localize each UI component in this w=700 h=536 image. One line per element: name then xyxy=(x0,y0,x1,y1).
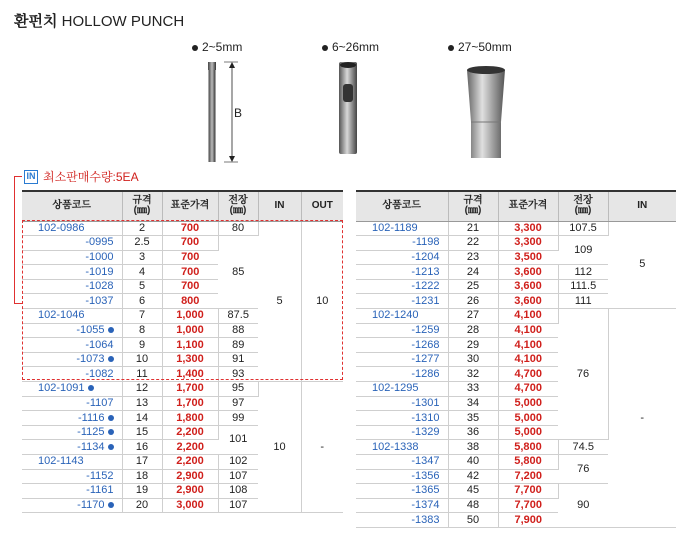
min-order-quantity-note xyxy=(24,168,139,185)
price-cell: 700 xyxy=(162,265,218,280)
size-cell: 48 xyxy=(448,498,498,513)
size-cell: 20 xyxy=(122,498,162,513)
product-code: -1125 xyxy=(22,425,122,440)
header-code: 상품코드 xyxy=(22,191,122,221)
product-code: -1082 xyxy=(22,367,122,382)
in-cell: 5 xyxy=(258,221,301,382)
size-cell: 25 xyxy=(448,279,498,294)
price-cell: 5,000 xyxy=(498,425,558,440)
price-cell: 1,400 xyxy=(162,367,218,382)
product-code: -1310 xyxy=(356,411,448,426)
size-cell: 30 xyxy=(448,352,498,367)
size-cell: 15 xyxy=(122,425,162,440)
size-cell: 28 xyxy=(448,323,498,338)
medium-punch-illustration xyxy=(337,62,359,154)
header-length: 전장 (㎜) xyxy=(558,191,608,221)
title-english: HOLLOW PUNCH xyxy=(61,13,185,30)
header-price: 표준가격 xyxy=(162,191,218,221)
size-cell: 34 xyxy=(448,396,498,411)
product-code: -0995 xyxy=(22,236,122,251)
size-cell: 42 xyxy=(448,469,498,484)
table-row xyxy=(22,382,343,397)
price-cell: 1,700 xyxy=(162,396,218,411)
product-code: -1301 xyxy=(356,396,448,411)
price-cell: 5,800 xyxy=(498,440,558,455)
product-code: -1198 xyxy=(356,236,448,251)
length-cell: 99 xyxy=(218,411,258,426)
product-code: -1073 xyxy=(22,352,122,367)
size-cell: 14 xyxy=(122,411,162,426)
title-korean: 환펀치 xyxy=(14,13,58,30)
product-code: -1365 xyxy=(356,484,448,499)
price-cell: 700 xyxy=(162,221,218,236)
price-cell: 1,000 xyxy=(162,309,218,324)
header-length: 전장 (㎜) xyxy=(218,191,258,221)
size-cell: 12 xyxy=(122,382,162,397)
new-item-dot-icon xyxy=(108,502,114,508)
product-caption-small: 2~5mm xyxy=(192,40,242,54)
price-cell: 7,900 xyxy=(498,513,558,528)
header-size: 규격 (㎜) xyxy=(122,191,162,221)
size-cell: 17 xyxy=(122,455,162,470)
length-cell: 89 xyxy=(218,338,258,353)
size-cell: 10 xyxy=(122,352,162,367)
size-cell: 33 xyxy=(448,382,498,397)
length-cell: 91 xyxy=(218,352,258,367)
size-cell: 16 xyxy=(122,440,162,455)
product-code: 102-1046 xyxy=(22,309,122,324)
size-cell: 38 xyxy=(448,440,498,455)
out-cell: - xyxy=(301,382,343,513)
size-cell: 24 xyxy=(448,265,498,280)
product-code: -1259 xyxy=(356,323,448,338)
new-item-dot-icon xyxy=(108,444,114,450)
product-code: -1356 xyxy=(356,469,448,484)
size-cell: 13 xyxy=(122,396,162,411)
product-code: -1152 xyxy=(22,469,122,484)
size-cell: 5 xyxy=(122,279,162,294)
product-code: -1107 xyxy=(22,396,122,411)
small-punch-illustration xyxy=(205,62,219,162)
price-cell: 1,800 xyxy=(162,411,218,426)
product-code: 102-1143 xyxy=(22,455,122,470)
size-cell: 21 xyxy=(448,221,498,236)
new-item-dot-icon xyxy=(108,327,114,333)
length-cell: 112 xyxy=(558,265,608,280)
table-header-row xyxy=(22,191,343,221)
out-cell: 10 xyxy=(301,221,343,382)
price-cell: 3,600 xyxy=(498,265,558,280)
price-cell: 700 xyxy=(162,250,218,265)
price-cell: 4,100 xyxy=(498,352,558,367)
in-badge-icon: IN xyxy=(24,170,38,184)
size-cell: 35 xyxy=(448,411,498,426)
header-price: 표준가격 xyxy=(498,191,558,221)
price-cell: 3,600 xyxy=(498,279,558,294)
size-cell: 50 xyxy=(448,513,498,528)
length-cell: 107 xyxy=(218,469,258,484)
price-cell: 1,700 xyxy=(162,382,218,397)
length-cell: 97 xyxy=(218,396,258,411)
size-cell: 3 xyxy=(122,250,162,265)
price-cell: 7,200 xyxy=(498,469,558,484)
length-cell: 111 xyxy=(558,294,608,309)
length-cell: 85 xyxy=(218,236,258,309)
price-cell: 5,000 xyxy=(498,396,558,411)
size-cell: 36 xyxy=(448,425,498,440)
size-cell: 9 xyxy=(122,338,162,353)
min-qty-label: 최소판매수량:5EA xyxy=(43,170,139,184)
product-code: -1286 xyxy=(356,367,448,382)
large-punch-illustration xyxy=(465,66,507,158)
size-cell: 32 xyxy=(448,367,498,382)
in-cell: 5 xyxy=(608,221,676,309)
length-cell: 101 xyxy=(218,425,258,454)
product-code: -1000 xyxy=(22,250,122,265)
size-cell: 45 xyxy=(448,484,498,499)
size-cell: 19 xyxy=(122,484,162,499)
size-cell: 8 xyxy=(122,323,162,338)
header-code: 상품코드 xyxy=(356,191,448,221)
dimension-label: B xyxy=(234,106,243,120)
bullet-icon xyxy=(448,45,454,51)
price-cell: 4,700 xyxy=(498,382,558,397)
product-code: -1204 xyxy=(356,250,448,265)
product-code: -1213 xyxy=(356,265,448,280)
product-code: -1028 xyxy=(22,279,122,294)
product-code: 102-0986 xyxy=(22,221,122,236)
product-code: -1231 xyxy=(356,294,448,309)
bullet-icon xyxy=(322,45,328,51)
length-cell: 74.5 xyxy=(558,440,608,455)
price-cell: 700 xyxy=(162,279,218,294)
size-cell: 23 xyxy=(448,250,498,265)
header-size: 규격 (㎜) xyxy=(448,191,498,221)
product-code: 102-1240 xyxy=(356,309,448,324)
length-cell: 87.5 xyxy=(218,309,258,324)
price-cell: 4,100 xyxy=(498,323,558,338)
price-cell: 1,100 xyxy=(162,338,218,353)
product-caption-mid: 6~26mm xyxy=(322,40,379,54)
length-cell: 80 xyxy=(218,221,258,236)
table-row xyxy=(356,309,676,324)
header-in: IN xyxy=(608,191,676,221)
length-cell: 107.5 xyxy=(558,221,608,236)
length-cell: 95 xyxy=(218,382,258,397)
product-code: -1347 xyxy=(356,455,448,470)
new-item-dot-icon xyxy=(108,356,114,362)
price-cell: 1,300 xyxy=(162,352,218,367)
price-cell: 2,200 xyxy=(162,455,218,470)
size-cell: 29 xyxy=(448,338,498,353)
length-cell: 76 xyxy=(558,309,608,440)
price-cell: 3,000 xyxy=(162,498,218,513)
product-caption-large: 27~50mm xyxy=(448,40,512,54)
product-code: -1277 xyxy=(356,352,448,367)
price-cell: 2,900 xyxy=(162,484,218,499)
size-cell: 18 xyxy=(122,469,162,484)
length-cell: 102 xyxy=(218,455,258,470)
price-cell: 2,900 xyxy=(162,469,218,484)
price-cell: 4,100 xyxy=(498,338,558,353)
min-qty-bracket xyxy=(14,176,22,304)
product-code: -1374 xyxy=(356,498,448,513)
new-item-dot-icon xyxy=(108,415,114,421)
new-item-dot-icon xyxy=(108,429,114,435)
size-cell: 26 xyxy=(448,294,498,309)
size-cell: 11 xyxy=(122,367,162,382)
price-cell: 3,300 xyxy=(498,221,558,236)
product-code: -1134 xyxy=(22,440,122,455)
length-cell: 111.5 xyxy=(558,279,608,294)
price-cell: 3,300 xyxy=(498,236,558,251)
table-row xyxy=(22,221,343,236)
length-cell: 108 xyxy=(218,484,258,499)
length-cell: 88 xyxy=(218,323,258,338)
price-cell: 2,200 xyxy=(162,440,218,455)
product-code: -1268 xyxy=(356,338,448,353)
size-cell: 7 xyxy=(122,309,162,324)
length-cell: 93 xyxy=(218,367,258,382)
length-cell: 76 xyxy=(558,455,608,484)
size-cell: 4 xyxy=(122,265,162,280)
length-cell: 90 xyxy=(558,484,608,528)
price-table-left xyxy=(22,190,343,513)
product-code: -1329 xyxy=(356,425,448,440)
length-cell: 109 xyxy=(558,236,608,265)
price-cell: 3,600 xyxy=(498,294,558,309)
in-cell: - xyxy=(608,309,676,528)
product-code: -1019 xyxy=(22,265,122,280)
product-code: 102-1295 xyxy=(356,382,448,397)
price-cell: 7,700 xyxy=(498,484,558,499)
price-cell: 1,000 xyxy=(162,323,218,338)
price-cell: 5,000 xyxy=(498,411,558,426)
product-code: -1170 xyxy=(22,498,122,513)
page-title xyxy=(14,10,184,31)
table-header-row xyxy=(356,191,676,221)
price-cell: 2,200 xyxy=(162,425,218,440)
product-code: -1037 xyxy=(22,294,122,309)
new-item-dot-icon xyxy=(88,385,94,391)
price-table-right xyxy=(356,190,676,528)
price-cell: 4,700 xyxy=(498,367,558,382)
price-cell: 4,100 xyxy=(498,309,558,324)
bullet-icon xyxy=(192,45,198,51)
product-code: -1055 xyxy=(22,323,122,338)
length-cell: 107 xyxy=(218,498,258,513)
price-cell: 7,700 xyxy=(498,498,558,513)
product-code: -1222 xyxy=(356,279,448,294)
size-cell: 6 xyxy=(122,294,162,309)
size-cell: 2 xyxy=(122,221,162,236)
product-code: 102-1091 xyxy=(22,382,122,397)
size-cell: 27 xyxy=(448,309,498,324)
product-code: 102-1338 xyxy=(356,440,448,455)
price-cell: 3,500 xyxy=(498,250,558,265)
product-code: -1064 xyxy=(22,338,122,353)
in-cell: 10 xyxy=(258,382,301,513)
price-cell: 800 xyxy=(162,294,218,309)
price-cell: 5,800 xyxy=(498,455,558,470)
header-out: OUT xyxy=(301,191,343,221)
product-code: -1116 xyxy=(22,411,122,426)
table-row xyxy=(356,221,676,236)
product-code: -1383 xyxy=(356,513,448,528)
size-cell: 40 xyxy=(448,455,498,470)
size-cell: 22 xyxy=(448,236,498,251)
size-cell: 2.5 xyxy=(122,236,162,251)
product-code: -1161 xyxy=(22,484,122,499)
product-code: 102-1189 xyxy=(356,221,448,236)
header-in: IN xyxy=(258,191,301,221)
price-cell: 700 xyxy=(162,236,218,251)
